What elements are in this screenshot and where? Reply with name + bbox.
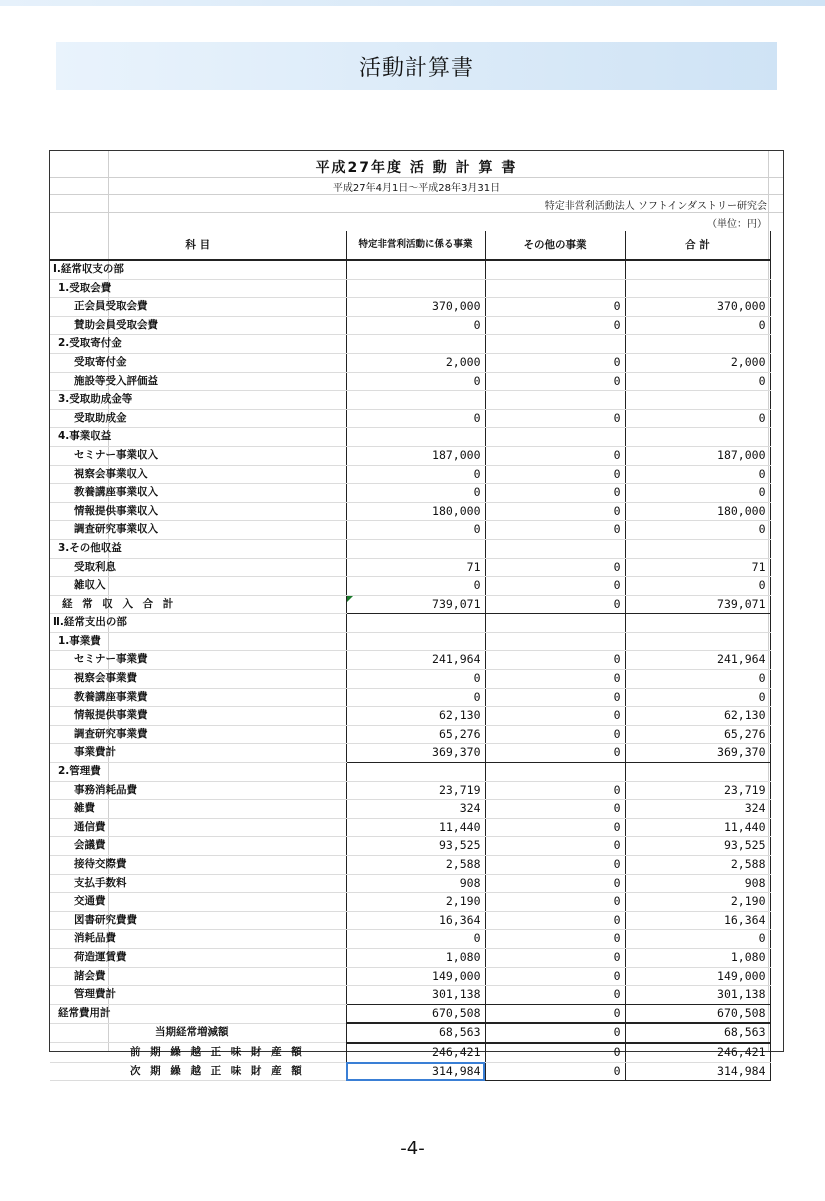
table-row: [50, 763, 770, 782]
cell-nonprofit-amount[interactable]: [346, 260, 485, 279]
cell-total-amount[interactable]: 68,563: [625, 1023, 770, 1043]
cell-total-amount[interactable]: 0: [625, 465, 770, 484]
cell-nonprofit-amount[interactable]: 369,370: [346, 744, 485, 763]
table-row: [50, 316, 770, 335]
row-label[interactable]: 会議費: [50, 837, 346, 856]
cell-nonprofit-amount[interactable]: 324: [346, 800, 485, 819]
cell-total-amount[interactable]: 2,000: [625, 353, 770, 372]
cell-other-amount[interactable]: 0: [485, 465, 625, 484]
row-label[interactable]: セミナー事業収入: [50, 446, 346, 465]
row-label[interactable]: 交通費: [50, 893, 346, 912]
cell-total-amount[interactable]: [625, 539, 770, 558]
cell-nonprofit-amount[interactable]: [346, 763, 485, 782]
cell-other-amount[interactable]: 0: [485, 298, 625, 317]
cell-nonprofit-amount[interactable]: [346, 632, 485, 651]
row-label[interactable]: 事務消耗品費: [50, 781, 346, 800]
row-label[interactable]: 3.受取助成金等: [50, 391, 346, 410]
table-row: [50, 986, 770, 1005]
cell-nonprofit-amount[interactable]: 241,964: [346, 651, 485, 670]
cell-nonprofit-amount[interactable]: 246,421: [346, 1043, 485, 1062]
cell-total-amount[interactable]: 246,421: [625, 1043, 770, 1062]
cell-nonprofit-amount[interactable]: 62,130: [346, 707, 485, 726]
row-label[interactable]: 教養講座事業収入: [50, 484, 346, 503]
cell-other-amount[interactable]: 0: [485, 502, 625, 521]
cell-nonprofit-amount[interactable]: 16,364: [346, 911, 485, 930]
cell-nonprofit-amount[interactable]: 0: [346, 670, 485, 689]
cell-total-amount[interactable]: [625, 428, 770, 447]
row-label[interactable]: 雑収入: [50, 577, 346, 596]
cell-other-amount[interactable]: [485, 391, 625, 410]
cell-nonprofit-amount[interactable]: 670,508: [346, 1004, 485, 1023]
cell-total-amount[interactable]: 0: [625, 577, 770, 596]
table-row: [50, 893, 770, 912]
cell-nonprofit-amount[interactable]: 2,000: [346, 353, 485, 372]
page-number: -4-: [400, 1138, 425, 1159]
table-row: [50, 428, 770, 447]
cell-other-amount[interactable]: [485, 632, 625, 651]
cell-total-amount[interactable]: 23,719: [625, 781, 770, 800]
table-row: [50, 1062, 770, 1081]
table-row: [50, 577, 770, 596]
cell-other-amount[interactable]: [485, 279, 625, 298]
row-label[interactable]: 図書研究費費: [50, 911, 346, 930]
cell-nonprofit-amount[interactable]: 908: [346, 874, 485, 893]
cell-other-amount[interactable]: 0: [485, 893, 625, 912]
cell-other-amount[interactable]: 0: [485, 484, 625, 503]
grid-row-line: [50, 177, 783, 178]
cell-other-amount[interactable]: 0: [485, 967, 625, 986]
row-label[interactable]: 教養講座事業費: [50, 688, 346, 707]
row-label[interactable]: 受取寄付金: [50, 353, 346, 372]
cell-other-amount[interactable]: 0: [485, 1023, 625, 1043]
row-label[interactable]: 施設等受入評価益: [50, 372, 346, 391]
cell-other-amount[interactable]: 0: [485, 930, 625, 949]
table-row: [50, 1043, 770, 1062]
activity-statement-table: [50, 231, 771, 1081]
cell-total-amount[interactable]: 71: [625, 558, 770, 577]
cell-nonprofit-amount[interactable]: [346, 279, 485, 298]
cell-comment-marker: [347, 596, 353, 602]
cell-total-amount[interactable]: 670,508: [625, 1004, 770, 1023]
cell-total-amount[interactable]: 0: [625, 521, 770, 540]
column-header-account: 科 目: [50, 231, 346, 260]
statement-title: 平成27年度 活 動 計 算 書: [315, 160, 518, 176]
cell-other-amount[interactable]: 0: [485, 911, 625, 930]
row-label[interactable]: 接待交際費: [50, 856, 346, 875]
cell-nonprofit-amount[interactable]: [346, 428, 485, 447]
cell-nonprofit-amount[interactable]: [346, 391, 485, 410]
cell-other-amount[interactable]: 0: [485, 372, 625, 391]
cell-total-amount[interactable]: 0: [625, 372, 770, 391]
cell-total-amount[interactable]: 187,000: [625, 446, 770, 465]
table-row: [50, 781, 770, 800]
row-label[interactable]: 調査研究事業費: [50, 725, 346, 744]
table-row: [50, 818, 770, 837]
cell-total-amount[interactable]: 241,964: [625, 651, 770, 670]
row-label[interactable]: 視察会事業費: [50, 670, 346, 689]
cell-other-amount[interactable]: 0: [485, 744, 625, 763]
cell-other-amount[interactable]: 0: [485, 558, 625, 577]
row-label[interactable]: 受取利息: [50, 558, 346, 577]
table-header-row: [50, 231, 770, 260]
table-row: [50, 911, 770, 930]
row-label[interactable]: 次 期 繰 越 正 味 財 産 額: [50, 1062, 346, 1081]
table-row: [50, 353, 770, 372]
table-row: [50, 725, 770, 744]
cell-nonprofit-amount[interactable]: 0: [346, 409, 485, 428]
row-label[interactable]: 事業費計: [50, 744, 346, 763]
row-label[interactable]: 3.その他収益: [50, 539, 346, 558]
cell-other-amount[interactable]: [485, 335, 625, 354]
cell-total-amount[interactable]: 0: [625, 409, 770, 428]
cell-nonprofit-amount[interactable]: 65,276: [346, 725, 485, 744]
row-label[interactable]: 1.事業費: [50, 632, 346, 651]
cell-total-amount[interactable]: [625, 632, 770, 651]
cell-other-amount[interactable]: 0: [485, 986, 625, 1005]
cell-nonprofit-amount[interactable]: 370,000: [346, 298, 485, 317]
cell-other-amount[interactable]: 0: [485, 1043, 625, 1062]
cell-total-amount[interactable]: 0: [625, 484, 770, 503]
cell-nonprofit-amount[interactable]: 0: [346, 484, 485, 503]
cell-total-amount[interactable]: 11,440: [625, 818, 770, 837]
cell-nonprofit-amount[interactable]: 1,080: [346, 948, 485, 967]
row-label[interactable]: 1.受取会費: [50, 279, 346, 298]
cell-nonprofit-amount[interactable]: 71: [346, 558, 485, 577]
column-header-other: その他の事業: [485, 231, 625, 260]
row-label[interactable]: 消耗品費: [50, 930, 346, 949]
table-row: [50, 484, 770, 503]
table-row: [50, 614, 770, 633]
cell-other-amount[interactable]: 0: [485, 948, 625, 967]
column-header-total: 合 計: [625, 231, 770, 260]
table-row: [50, 391, 770, 410]
cell-total-amount[interactable]: [625, 279, 770, 298]
table-body: [50, 260, 770, 1081]
cell-nonprofit-amount[interactable]: 739,071: [346, 595, 485, 614]
cell-other-amount[interactable]: 0: [485, 353, 625, 372]
cell-total-amount[interactable]: 65,276: [625, 725, 770, 744]
table-row: [50, 409, 770, 428]
cell-total-amount[interactable]: 739,071: [625, 595, 770, 614]
row-label[interactable]: 調査研究事業収入: [50, 521, 346, 540]
cell-nonprofit-amount[interactable]: 0: [346, 577, 485, 596]
cell-other-amount[interactable]: 0: [485, 781, 625, 800]
cell-total-amount[interactable]: 16,364: [625, 911, 770, 930]
cell-nonprofit-amount[interactable]: 0: [346, 521, 485, 540]
table-row: [50, 539, 770, 558]
cell-nonprofit-amount[interactable]: 93,525: [346, 837, 485, 856]
row-label[interactable]: Ⅱ.経常支出の部: [50, 614, 346, 633]
row-label[interactable]: 諸会費: [50, 967, 346, 986]
cell-total-amount[interactable]: 180,000: [625, 502, 770, 521]
cell-nonprofit-amount[interactable]: 187,000: [346, 446, 485, 465]
row-label[interactable]: 正会員受取会費: [50, 298, 346, 317]
cell-total-amount[interactable]: [625, 614, 770, 633]
cell-nonprofit-amount[interactable]: 68,563: [346, 1023, 485, 1043]
spreadsheet: [49, 150, 784, 1078]
table-row: [50, 1004, 770, 1023]
cell-nonprofit-amount[interactable]: 301,138: [346, 986, 485, 1005]
grid-row-line: [50, 194, 783, 195]
cell-other-amount[interactable]: 0: [485, 651, 625, 670]
row-label[interactable]: 4.事業収益: [50, 428, 346, 447]
table-row: [50, 632, 770, 651]
cell-nonprofit-amount[interactable]: 149,000: [346, 967, 485, 986]
fiscal-period: 平成27年4月1日～平成28年3月31日: [332, 183, 501, 194]
currency-unit: （単位：円）: [707, 219, 767, 230]
cell-total-amount[interactable]: 369,370: [625, 744, 770, 763]
cell-total-amount[interactable]: 93,525: [625, 837, 770, 856]
row-label[interactable]: 情報提供事業収入: [50, 502, 346, 521]
row-label[interactable]: Ⅰ.経常収支の部: [50, 260, 346, 279]
table-row: [50, 279, 770, 298]
cell-other-amount[interactable]: 0: [485, 1004, 625, 1023]
cell-other-amount[interactable]: 0: [485, 874, 625, 893]
row-label[interactable]: セミナー事業費: [50, 651, 346, 670]
cell-total-amount[interactable]: 0: [625, 670, 770, 689]
table-row: [50, 670, 770, 689]
row-label[interactable]: 管理費計: [50, 986, 346, 1005]
cell-other-amount[interactable]: [485, 539, 625, 558]
row-label[interactable]: 賛助会員受取会費: [50, 316, 346, 335]
cell-other-amount[interactable]: 0: [485, 800, 625, 819]
table-row: [50, 651, 770, 670]
row-label[interactable]: 受取助成金: [50, 409, 346, 428]
cell-total-amount[interactable]: 149,000: [625, 967, 770, 986]
cell-total-amount[interactable]: 2,190: [625, 893, 770, 912]
row-label[interactable]: 情報提供事業費: [50, 707, 346, 726]
cell-nonprofit-amount[interactable]: 0: [346, 316, 485, 335]
table-row: [50, 558, 770, 577]
row-label[interactable]: 通信費: [50, 818, 346, 837]
cell-nonprofit-amount[interactable]: 2,588: [346, 856, 485, 875]
row-label[interactable]: 経 常 収 入 合 計: [50, 595, 346, 614]
grid-row-line: [50, 212, 783, 213]
cell-total-amount[interactable]: 314,984: [625, 1062, 770, 1081]
cell-nonprofit-amount[interactable]: 0: [346, 930, 485, 949]
cell-other-amount[interactable]: 0: [485, 856, 625, 875]
row-label[interactable]: 荷造運賃費: [50, 948, 346, 967]
cell-total-amount[interactable]: [625, 763, 770, 782]
cell-total-amount[interactable]: 324: [625, 800, 770, 819]
table-row: [50, 967, 770, 986]
cell-total-amount[interactable]: 0: [625, 930, 770, 949]
cell-nonprofit-amount[interactable]: [346, 335, 485, 354]
table-row: [50, 856, 770, 875]
cell-other-amount[interactable]: [485, 763, 625, 782]
table-row: [50, 502, 770, 521]
cell-nonprofit-amount[interactable]: 11,440: [346, 818, 485, 837]
top-accent-strip: [0, 0, 825, 6]
cell-other-amount[interactable]: 0: [485, 688, 625, 707]
cell-nonprofit-amount[interactable]: 0: [346, 465, 485, 484]
cell-other-amount[interactable]: [485, 614, 625, 633]
table-row: [50, 1023, 770, 1043]
table-row: [50, 595, 770, 614]
organization-name: 特定非営利活動法人 ソフトインダストリー研究会: [544, 201, 767, 212]
cell-nonprofit-amount[interactable]: 180,000: [346, 502, 485, 521]
cell-other-amount[interactable]: 0: [485, 837, 625, 856]
cell-total-amount[interactable]: 0: [625, 688, 770, 707]
cell-nonprofit-amount[interactable]: 2,190: [346, 893, 485, 912]
table-row: [50, 930, 770, 949]
row-label[interactable]: 前 期 繰 越 正 味 財 産 額: [50, 1043, 346, 1062]
row-label[interactable]: 2.管理費: [50, 763, 346, 782]
cell-total-amount[interactable]: [625, 391, 770, 410]
cell-total-amount[interactable]: 370,000: [625, 298, 770, 317]
cell-nonprofit-amount[interactable]: [346, 539, 485, 558]
cell-other-amount[interactable]: 0: [485, 409, 625, 428]
cell-other-amount[interactable]: [485, 260, 625, 279]
cell-other-amount[interactable]: 0: [485, 316, 625, 335]
cell-total-amount[interactable]: 62,130: [625, 707, 770, 726]
row-label[interactable]: 2.受取寄付金: [50, 335, 346, 354]
row-label[interactable]: 経常費用計: [50, 1004, 346, 1023]
row-label[interactable]: 支払手数料: [50, 874, 346, 893]
cell-other-amount[interactable]: 0: [485, 818, 625, 837]
table-row: [50, 837, 770, 856]
table-row: [50, 372, 770, 391]
table-row: [50, 521, 770, 540]
cell-other-amount[interactable]: 0: [485, 725, 625, 744]
page-title-banner: [56, 42, 777, 90]
cell-other-amount[interactable]: 0: [485, 521, 625, 540]
row-label[interactable]: 視察会事業収入: [50, 465, 346, 484]
cell-nonprofit-amount[interactable]: 314,984: [346, 1062, 485, 1081]
table-row: [50, 260, 770, 279]
table-row: [50, 800, 770, 819]
cell-total-amount[interactable]: 908: [625, 874, 770, 893]
cell-total-amount[interactable]: 301,138: [625, 986, 770, 1005]
table-row: [50, 707, 770, 726]
cell-nonprofit-amount[interactable]: 0: [346, 372, 485, 391]
cell-total-amount[interactable]: [625, 260, 770, 279]
cell-nonprofit-amount[interactable]: [346, 614, 485, 633]
table-row: [50, 335, 770, 354]
cell-total-amount[interactable]: [625, 335, 770, 354]
cell-nonprofit-amount[interactable]: 23,719: [346, 781, 485, 800]
table-row: [50, 948, 770, 967]
row-label[interactable]: 当期経常増減額: [50, 1023, 346, 1043]
table-row: [50, 688, 770, 707]
table-row: [50, 446, 770, 465]
table-row: [50, 744, 770, 763]
cell-other-amount[interactable]: 0: [485, 670, 625, 689]
cell-total-amount[interactable]: 0: [625, 316, 770, 335]
page-title: 活動計算書: [358, 55, 474, 81]
table-row: [50, 465, 770, 484]
cell-other-amount[interactable]: 0: [485, 1062, 625, 1081]
cell-other-amount[interactable]: 0: [485, 446, 625, 465]
cell-nonprofit-amount[interactable]: 0: [346, 688, 485, 707]
column-header-nonprofit: 特定非営利活動に係る事業: [346, 231, 485, 260]
cell-other-amount[interactable]: 0: [485, 707, 625, 726]
table-row: [50, 874, 770, 893]
row-label[interactable]: 雑費: [50, 800, 346, 819]
cell-other-amount[interactable]: 0: [485, 595, 625, 614]
table-row: [50, 298, 770, 317]
cell-total-amount[interactable]: 2,588: [625, 856, 770, 875]
cell-other-amount[interactable]: [485, 428, 625, 447]
cell-total-amount[interactable]: 1,080: [625, 948, 770, 967]
cell-other-amount[interactable]: 0: [485, 577, 625, 596]
